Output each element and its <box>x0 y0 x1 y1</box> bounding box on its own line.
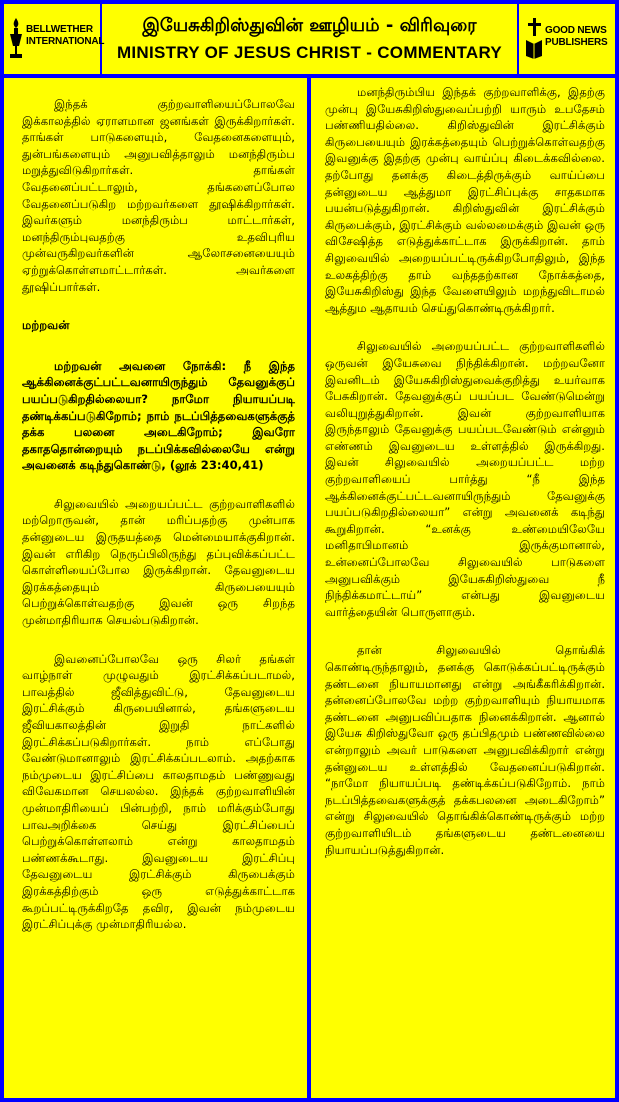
lamp-icon <box>8 16 24 62</box>
paragraph: மனந்திரும்பிய இந்தக் குற்றவாளிக்கு, இதற்கு முன்பு இயேசுகிறிஸ்துவைப்பற்றி யாரும் உபதேசம் பண்ணியதில்லை. கிறிஸ்துவின் இரட்சிக்கும் கிருபையையும் இரக்கத்தையும் பெற்றுக்கொள்வதற்கு இவனுக்கு இதற்கு முன்பு வாய்ப்பு கிடைக்கவில்லை. தற்போது தனக்கு கிடைத்திருக்கும் வாய்ப்பை தன்னுடைய ஆத்துமா இரட்சிப்புக்கு சாதகமாக பயன்படுத்துகிறான். கிறிஸ்துவின் இரட்சிக்கும் கிருபைக்கும், இரட்சிக்கும் வல்லமைக்கும் இவன் ஒரு விசேஷித்த எடுத்துக்காட்டாக இருக்கிறான். தாம் சிலுவையில் அறையப்பட்டிருக்கிறபோதிலும், இந்த உலகத்திற்கு தாம் வந்ததற்கான நோக்கத்தை, இயேசுகிறிஸ்து இந்த வேளையிலும் மறந்துவிடாமல் ஆத்தும ஆதாயம் செய்துகொண்டிருக்கிறார். <box>325 85 605 315</box>
paragraph: இந்தக் குற்றவாளியைப்போலவே இக்காலத்தில் ஏராளமான ஜனங்கள் இருக்கிறார்கள். தாங்கள் பாடுகளையும், வேதனைகளையும், துன்பங்களையும் அனுபவித்தாலும் மனந்திரும்ப மறுத்துவிடுகிறார்கள். தாங்கள் வேதனைப்பட்டாலும், தங்களைப்போல வேதனைப்படுகிற மற்றவர்களை தூஷிக்கிறார்கள். இவர்களும் மனந்திரும்ப மாட்டார்கள், மனந்திரும்புவதற்கு உதவிபுரிய முன்வருகிறவர்களின் ஆலோசனையையும் ஏற்றுக்கொள்ளமாட்டார்கள். அவர்களை தூஷிப்பார்கள். <box>22 97 295 294</box>
section-heading: மற்றவன் <box>22 318 70 333</box>
page-title <box>104 4 515 74</box>
bellwether-logo <box>4 4 105 74</box>
title-tamil: இயேசுகிறிஸ்துவின் ஊழியம் - விரிவுரை <box>142 15 477 36</box>
paragraph: சிலுவையில் அறையப்பட்ட குற்றவாளிகளில் ஒருவன் இயேசுவை நிந்திக்கிறான். மற்றவனோ இவனிடம் இயேசுகிறிஸ்துவைக்குறித்து உயர்வாக பேசுகிறான். தேவனுக்குப் பயப்பட வேண்டுமென்று வலியுறுத்துகிறான். இவன் குற்றவாளியாக இருந்தாலும் தேவனுக்கு பயப்படவேண்டும் என்னும் எண்ணம் இவனுடைய உள்ளத்தில் இருக்கிறது. இவன் சிலுவையில் அறையப்பட்ட மற்ற குற்றவாளியைப் பார்த்து “நீ இந்த ஆக்கினைக்குட்பட்டவனாயிருந்தும் தேவனுக்கு பயப்படுகிறதில்லையா” என்று அவனைக் கடிந்து கூறுகிறான். “உனக்கு உண்மையிலேயே மனிதாபிமானம் இருக்குமானால், உன்னைப்போலவே சிலுவையில் பாடுகளை அனுபவிக்கும் இயேசுகிறிஸ்துவை நீ நிந்திக்கமாட்டாய்” என்பது இவனுடைய வார்த்தையின் பொருளாகும். <box>325 339 605 619</box>
paragraph: சிலுவையில் அறையப்பட்ட குற்றவாளிகளில் மற்றொருவன், தான் மரிப்பதற்கு முன்பாக தன்னுடைய இருதயத்தை மென்மையாக்குகிறான். இவன் எரிகிற நெருப்பிலிருந்து தப்புவிக்கப்பட்ட கொள்ளியைப்போல இருக்கிறான். தேவனுடைய இரக்கத்தையும் கிருபையையும் பெற்றுக்கொள்வதற்கு இவன் ஒரு சிறந்த முன்மாதிரியாக செயல்படுகிறான். <box>22 496 295 628</box>
left-logo-text: BELLWETHER INTERNATIONAL <box>26 24 105 47</box>
left-column <box>4 78 307 1098</box>
page-header <box>4 4 615 74</box>
book-cross-icon <box>525 16 543 60</box>
right-column <box>311 78 615 1098</box>
paragraph: இவனைப்போலவே ஒரு சிலர் தங்கள் வாழ்நாள் முழுவதும் இரட்சிக்கப்படாமல், பாவத்தில் ஜீவித்துவிட்டு, தேவனுடைய இரட்சிக்கும் கிருபையினால், தங்களுடைய ஜீவியகாலத்தின் இறுதி நாட்களில் இரட்சிக்கப்படுகிறார்கள். நாம் எப்போது வேண்டுமானாலும் இரட்சிக்கப்படலாம். அதற்காக நம்முடைய இரட்சிப்பை காலதாமதம் பண்ணுவது விவேகமான செயலல்ல. இந்தக் குற்றவாளியின் முன்மாதிரியைப் பின்பற்றி, நாம் மரிக்கும்போது பாவஅறிக்கை செய்து இரட்சிப்பைப் பெற்றுக்கொள்ளலாம் என்று காலதாமதம் பண்ணக்கூடாது. இவனுடைய இரட்சிப்பு தேவனுடைய இரட்சிக்கும் கிருபைக்கும் இரக்கத்திற்கும் ஒரு எடுத்துக்காட்டாக கூறப்பட்டிருக்கிறதே தவிர, இவன் நம்முடைய இரட்சிப்புக்கு முன்மாதிரியல்ல. <box>22 651 295 932</box>
title-english: MINISTRY OF JESUS CHRIST - COMMENTARY <box>116 43 503 62</box>
right-logo-text: GOOD NEWS PUBLISHERS <box>545 25 608 48</box>
good-news-logo <box>517 4 615 74</box>
paragraph: தான் சிலுவையில் தொங்கிக் கொண்டிருந்தாலும், தனக்கு கொடுக்கப்பட்டிருக்கும் தண்டனை நியாயமானது என்று அங்கீகரிக்கிறான். தன்னைப்போலவே மற்ற குற்றவாளியும் நியாயமாக தண்டனை அனுபவிப்பதாக நினைக்கிறான். ஆனால் இயேசு கிறிஸ்துவோ ஒரு தப்பிதமும் பண்ணவில்லை என்றாலும் அவர் பாடுகளை அனுபவிக்கிறார் என்று தன்னுடைய உள்ளத்தில் வேதனைப்படுகிறான். “நாமோ நியாயப்படி தண்டிக்கப்படுகிறோம். நாம் நடப்பித்தவைகளுக்குத் தக்கபலனை அடைகிறோம்” என்று சிலுவையில் தொங்கிக்கொண்டிருக்கும் மற்ற குற்றவாளியிடம் தங்களுடைய தண்டனையை நியாயப்படுத்துகிறான். <box>325 643 605 857</box>
scripture-quote: மற்றவன் அவனை நோக்கி: நீ இந்த ஆக்கினைக்குட்பட்டவனாயிருந்தும் தேவனுக்குப் பயப்படுகிறதில்லையா? நாமோ நியாயப்படி தண்டிக்கப்படுகிறோம்; நாம் நடப்பித்தவைகளுக்குத் தக்க பலனை அடைகிறோம்; இவரோ தகாததொன்றையும் நடப்பிக்கவில்லையே என்று அவனைக் கடிந்துகொண்டு, (லூக் 23:40,41) <box>22 358 295 473</box>
